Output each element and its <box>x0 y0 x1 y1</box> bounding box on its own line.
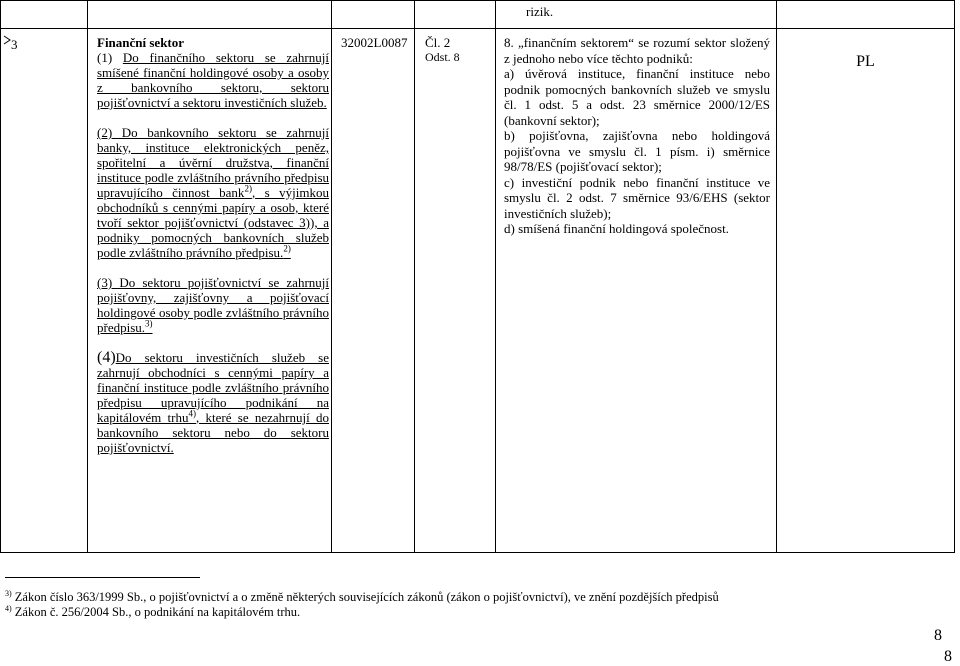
header-cell <box>496 1 777 29</box>
language-cell <box>777 29 955 553</box>
table-row <box>1 1 955 29</box>
page-number: 8 <box>944 648 952 665</box>
footnote-separator <box>5 577 200 578</box>
footnote-4: $^{4)}$ Zákon č. 256/2004 Sb., o podnikání na kapitálovém trhu. <box>5 604 301 620</box>
eu-reference-cell <box>332 29 415 553</box>
paragraph-2: (2) Do bankovního sektoru se zahrnují banky, instituce elektronických peněz, spořitelní a úvěrní družstva, finanční instituce podle zvláštního právního předpisu upravujícího činnost bank$^{2)}$, s výjimkou obchodníků s cennými papíry a osob, které tvoří sektor pojišťovnictví (odstavec 3)), a podniky pomocných bankovních služeb podle zvláštního právního předpisu.$^{2)}$ <box>97 125 329 260</box>
article-ref: Čl. 2 Odst. 8 <box>425 35 460 64</box>
eu-item-c: c) investiční podnik nebo finanční instituce ve smyslu čl. 2 odst. 7 směrnice 93/6/EHS (sektor investičních služeb); <box>504 174 770 221</box>
empty-cell <box>332 1 415 29</box>
row-number: 3 <box>11 37 18 52</box>
empty-cell <box>415 1 496 29</box>
empty-cell <box>777 1 955 29</box>
eu-item-b: b) pojišťovna, zajišťovna nebo holdingová pojišťovna ve smyslu čl. 1 písm. i) směrnice 98/78/ES (pojišťovací sektor); <box>504 128 770 174</box>
eu-definition: 8. „finančním sektorem“ se rozumí sektor složený z jednoho nebo více těchto podniků: <box>504 35 770 66</box>
paragraph-1: (1) Do finančního sektoru se zahrnují smíšené finanční holdingové osoby a osoby z bankovního sektoru, sektoru pojišťovnictví a sektoru investičních služeb. <box>97 50 329 110</box>
empty-cell <box>88 1 332 29</box>
table-row <box>1 29 955 553</box>
eu-text-cell <box>496 29 777 553</box>
eu-reference: 32002L0087 <box>341 35 408 50</box>
compatibility-code: PL <box>856 53 875 70</box>
paragraph-4: (4)Do sektoru investičních služeb se zahrnují obchodníci s cennými papíry a finanční instituce podle zvláštního právního předpisu upravujícího podnikání na kapitálovém trhu$^{4)}$, které se nezahrnují do bankovního sektoru nebo do sektoru pojišťovnictví. <box>97 349 329 455</box>
eu-item-d: d) smíšená finanční holdingová společnost. <box>504 221 729 236</box>
eu-item-a: a) úvěrová instituce, finanční instituce nebo podnik pomocných bankovních služeb ve smyslu čl. 1 odst. 5 a odst. 23 směrnice 2000/12/ES (bankovní sektor); <box>504 66 770 128</box>
article-cell <box>415 29 496 553</box>
section-title: Finanční sektor <box>97 35 185 50</box>
empty-cell <box>1 1 88 29</box>
page-number-upper: 8 <box>934 627 942 644</box>
header-text: rizik. <box>526 4 554 19</box>
paragraph-3: (3) Do sektoru pojišťovnictví se zahrnují pojišťovny, zajišťovny a pojišťovací holdingové osoby podle zvláštního právního předpisu.$^{3)}$ <box>97 275 329 335</box>
footnote-3: $^{3)}$ Zákon číslo 363/1999 Sb., o pojišťovnictví a o změně některých souvisejících zákonů (zákon o pojišťovnictví), ve znění pozdějších předpisů <box>5 589 719 605</box>
cz-text-cell <box>88 29 332 553</box>
row-number-cell <box>1 29 88 553</box>
